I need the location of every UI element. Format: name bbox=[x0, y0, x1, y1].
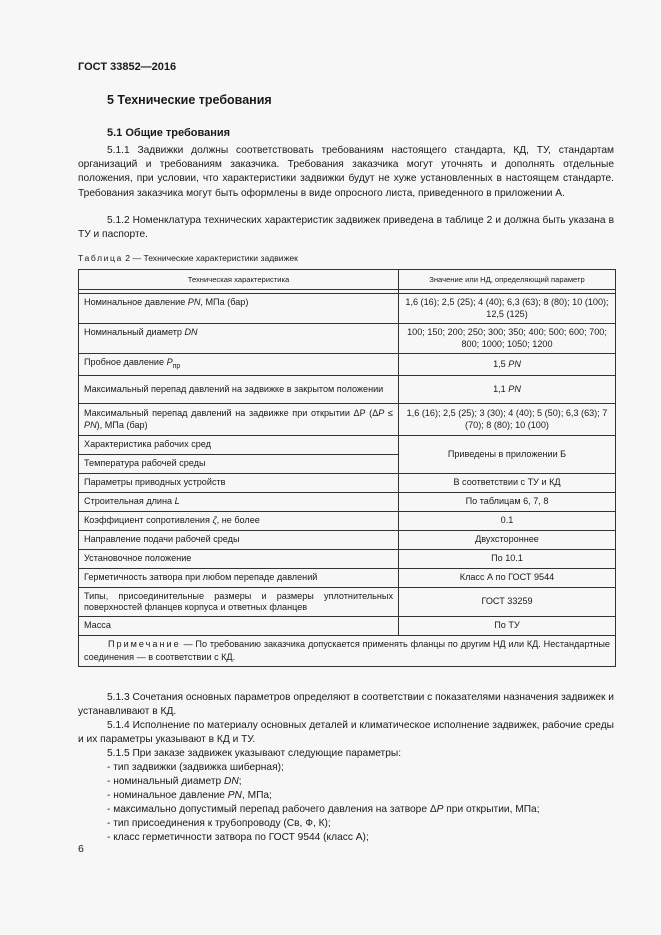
cell-value: По 10.1 bbox=[399, 550, 616, 569]
list-item: - номинальное давление PN, МПа; bbox=[107, 790, 272, 801]
table-row bbox=[79, 588, 616, 617]
cell-characteristic: Номинальное давление PN, МПа (бар) bbox=[79, 294, 399, 324]
table-row bbox=[79, 376, 616, 404]
table-row bbox=[79, 531, 616, 550]
table-row bbox=[79, 354, 616, 376]
cell-characteristic: Направление подачи рабочей среды bbox=[79, 531, 399, 550]
list-item: - тип задвижки (задвижка шиберная); bbox=[107, 762, 284, 773]
cell-value: 1,6 (16); 2,5 (25); 3 (30); 4 (40); 5 (50); 6,3 (63); 7 (70); 8 (80); 10 (100) bbox=[399, 404, 616, 436]
cell-value: Двухстороннее bbox=[399, 531, 616, 550]
cell-characteristic: Типы, присоединительные размеры и размеры уплотнительных поверхностей фланцев корпуса и ответных фланцев bbox=[79, 588, 399, 617]
paragraph-5-1-2: 5.1.2 Номенклатура технических характеристик задвижек приведена в таблице 2 и должна быть указана в ТУ и паспорте. bbox=[78, 215, 614, 241]
column-header-characteristic: Техническая характеристика bbox=[79, 270, 399, 290]
cell-characteristic: Максимальный перепад давлений на задвижке при открытии ΔP (ΔP ≤ PN), МПа (бар) bbox=[79, 404, 399, 436]
note-label: Примечание bbox=[108, 639, 181, 649]
paragraph-5-1-4: 5.1.4 Исполнение по материалу основных деталей и климатическое исполнение задвижек, рабочие среды и их параметры указывают в КД и ТУ. bbox=[78, 720, 614, 746]
cell-characteristic: Масса bbox=[79, 617, 399, 636]
table-caption-text: 2 — Технические характеристики задвижек bbox=[122, 253, 298, 263]
table-note-row bbox=[79, 636, 616, 667]
list-item: - класс герметичности затвора по ГОСТ 9544 (класс А); bbox=[107, 832, 369, 843]
table-caption bbox=[78, 253, 298, 263]
table-caption-label: Таблица bbox=[78, 253, 123, 263]
cell-characteristic: Характеристика рабочих сред bbox=[79, 436, 399, 455]
cell-value: 1,5 PN bbox=[399, 354, 616, 376]
cell-value: 100; 150; 200; 250; 300; 350; 400; 500; 600; 700; 800; 1000; 1050; 1200 bbox=[399, 324, 616, 354]
cell-value: В соответствии с ТУ и КД bbox=[399, 474, 616, 493]
table-row bbox=[79, 294, 616, 324]
table-header-row bbox=[79, 270, 616, 290]
paragraph-5-1-3: 5.1.3 Сочетания основных параметров определяют в соответствии с показателями назначения задвижек и устанавливают в КД. bbox=[78, 692, 614, 718]
subsection-title: 5.1 Общие требования bbox=[107, 127, 231, 139]
page-number: 6 bbox=[78, 843, 84, 855]
list-item: - максимально допустимый перепад рабочего давления на затворе ΔP при открытии, МПа; bbox=[107, 804, 540, 815]
table-row bbox=[79, 550, 616, 569]
cell-characteristic: Температура рабочей среды bbox=[79, 455, 399, 474]
cell-characteristic: Герметичность затвора при любом перепаде давлений bbox=[79, 569, 399, 588]
paragraph-5-1-1: 5.1.1 Задвижки должны соответствовать требованиям настоящего стандарта, КД, ТУ, стандартам организаций и требованиям заказчика. Требования заказчика могут уточнять и дополнять отдельные положения, при условии, что характеристики задвижки будут не хуже установленных в настоящем стандарте. Требования заказчика могут быть оформлены в виде опросного листа, приведенного в приложении А. bbox=[78, 145, 614, 199]
list-item: - тип присоединения к трубопроводу (Св, Ф, К); bbox=[107, 818, 331, 829]
cell-value: По ТУ bbox=[399, 617, 616, 636]
cell-value: 1,6 (16); 2,5 (25); 4 (40); 6,3 (63); 8 (80); 10 (100); 12,5 (125) bbox=[399, 294, 616, 324]
document-header: ГОСТ 33852—2016 bbox=[78, 61, 177, 73]
table-row bbox=[79, 569, 616, 588]
cell-value: Приведены в приложении Б bbox=[399, 436, 616, 474]
specifications-table bbox=[78, 269, 616, 667]
cell-value: Класс А по ГОСТ 9544 bbox=[399, 569, 616, 588]
cell-value: По таблицам 6, 7, 8 bbox=[399, 493, 616, 512]
cell-characteristic: Установочное положение bbox=[79, 550, 399, 569]
table-note bbox=[79, 636, 616, 667]
cell-value: 0.1 bbox=[399, 512, 616, 531]
table-row bbox=[79, 474, 616, 493]
table-row bbox=[79, 436, 616, 455]
cell-characteristic: Номинальный диаметр DN bbox=[79, 324, 399, 354]
table-row bbox=[79, 512, 616, 531]
cell-value: 1,1 PN bbox=[399, 376, 616, 404]
table-row bbox=[79, 404, 616, 436]
table-row bbox=[79, 493, 616, 512]
note-text: — По требованию заказчика допускается применять фланцы по другим НД или КД. Нестандартные соединения — в соответствии с КД. bbox=[84, 639, 610, 662]
cell-characteristic: Строительная длина L bbox=[79, 493, 399, 512]
cell-characteristic: Коэффициент сопротивления ζ, не более bbox=[79, 512, 399, 531]
list-item: - номинальный диаметр DN; bbox=[107, 776, 242, 787]
cell-characteristic: Параметры приводных устройств bbox=[79, 474, 399, 493]
cell-characteristic: Пробное давление $P_{пр}$ bbox=[79, 354, 399, 376]
cell-characteristic: Максимальный перепад давлений на задвижке в закрытом положении bbox=[79, 376, 399, 404]
table-row bbox=[79, 324, 616, 354]
column-header-value: Значение или НД, определяющий параметр bbox=[399, 270, 616, 290]
section-title: 5 Технические требования bbox=[107, 93, 272, 107]
table-row bbox=[79, 617, 616, 636]
paragraph-5-1-5: 5.1.5 При заказе задвижек указывают следующие параметры: bbox=[107, 748, 402, 759]
cell-value: ГОСТ 33259 bbox=[399, 588, 616, 617]
